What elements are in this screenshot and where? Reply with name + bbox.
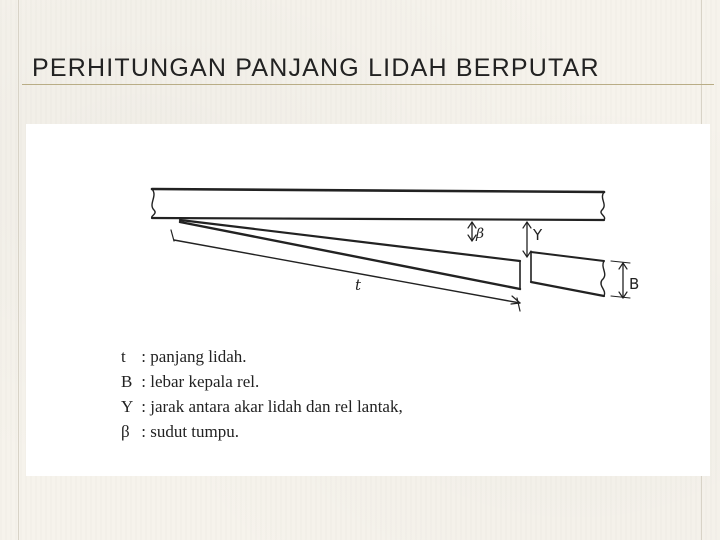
legend-text: : lebar kepala rel. [141, 372, 260, 391]
legend-item [121, 394, 541, 419]
legend-symbol: Y [121, 397, 134, 416]
t-label: t [355, 276, 362, 294]
legend-item [121, 419, 541, 444]
closure-rail-top-edge [531, 252, 604, 261]
legend-text: : jarak antara akar lidah dan rel lantak, [141, 397, 403, 416]
switch-blade-figure [26, 124, 710, 476]
b-extension-top [611, 261, 630, 263]
legend-symbol: t [121, 347, 126, 366]
title-underline [22, 84, 714, 85]
slide-header [0, 0, 720, 92]
closure-rail-right-break [601, 261, 605, 296]
legend-text: : panjang lidah. [141, 347, 247, 366]
symbol-legend [121, 344, 541, 444]
b-extension-bottom [611, 296, 630, 298]
b-label: B [629, 275, 640, 293]
stock-rail-left-break [152, 189, 155, 218]
legend-text: : sudut tumpu. [141, 422, 240, 441]
legend-symbol: B [121, 372, 133, 391]
stock-rail-top-edge [152, 189, 604, 192]
legend-item [121, 344, 541, 369]
beta-label: β [476, 226, 485, 242]
closure-rail-bottom-edge [531, 282, 604, 296]
t-end-tick [517, 298, 520, 311]
legend-symbol: β [121, 422, 130, 441]
t-dimension-line [174, 240, 520, 303]
legend-item [121, 369, 541, 394]
stock-rail-bottom-edge [152, 218, 604, 220]
y-label: Y [533, 226, 543, 244]
slide-title: PERHITUNGAN PANJANG LIDAH BERPUTAR [32, 54, 600, 82]
blade-tip-tick [171, 230, 174, 241]
stock-rail-right-break [601, 192, 605, 220]
